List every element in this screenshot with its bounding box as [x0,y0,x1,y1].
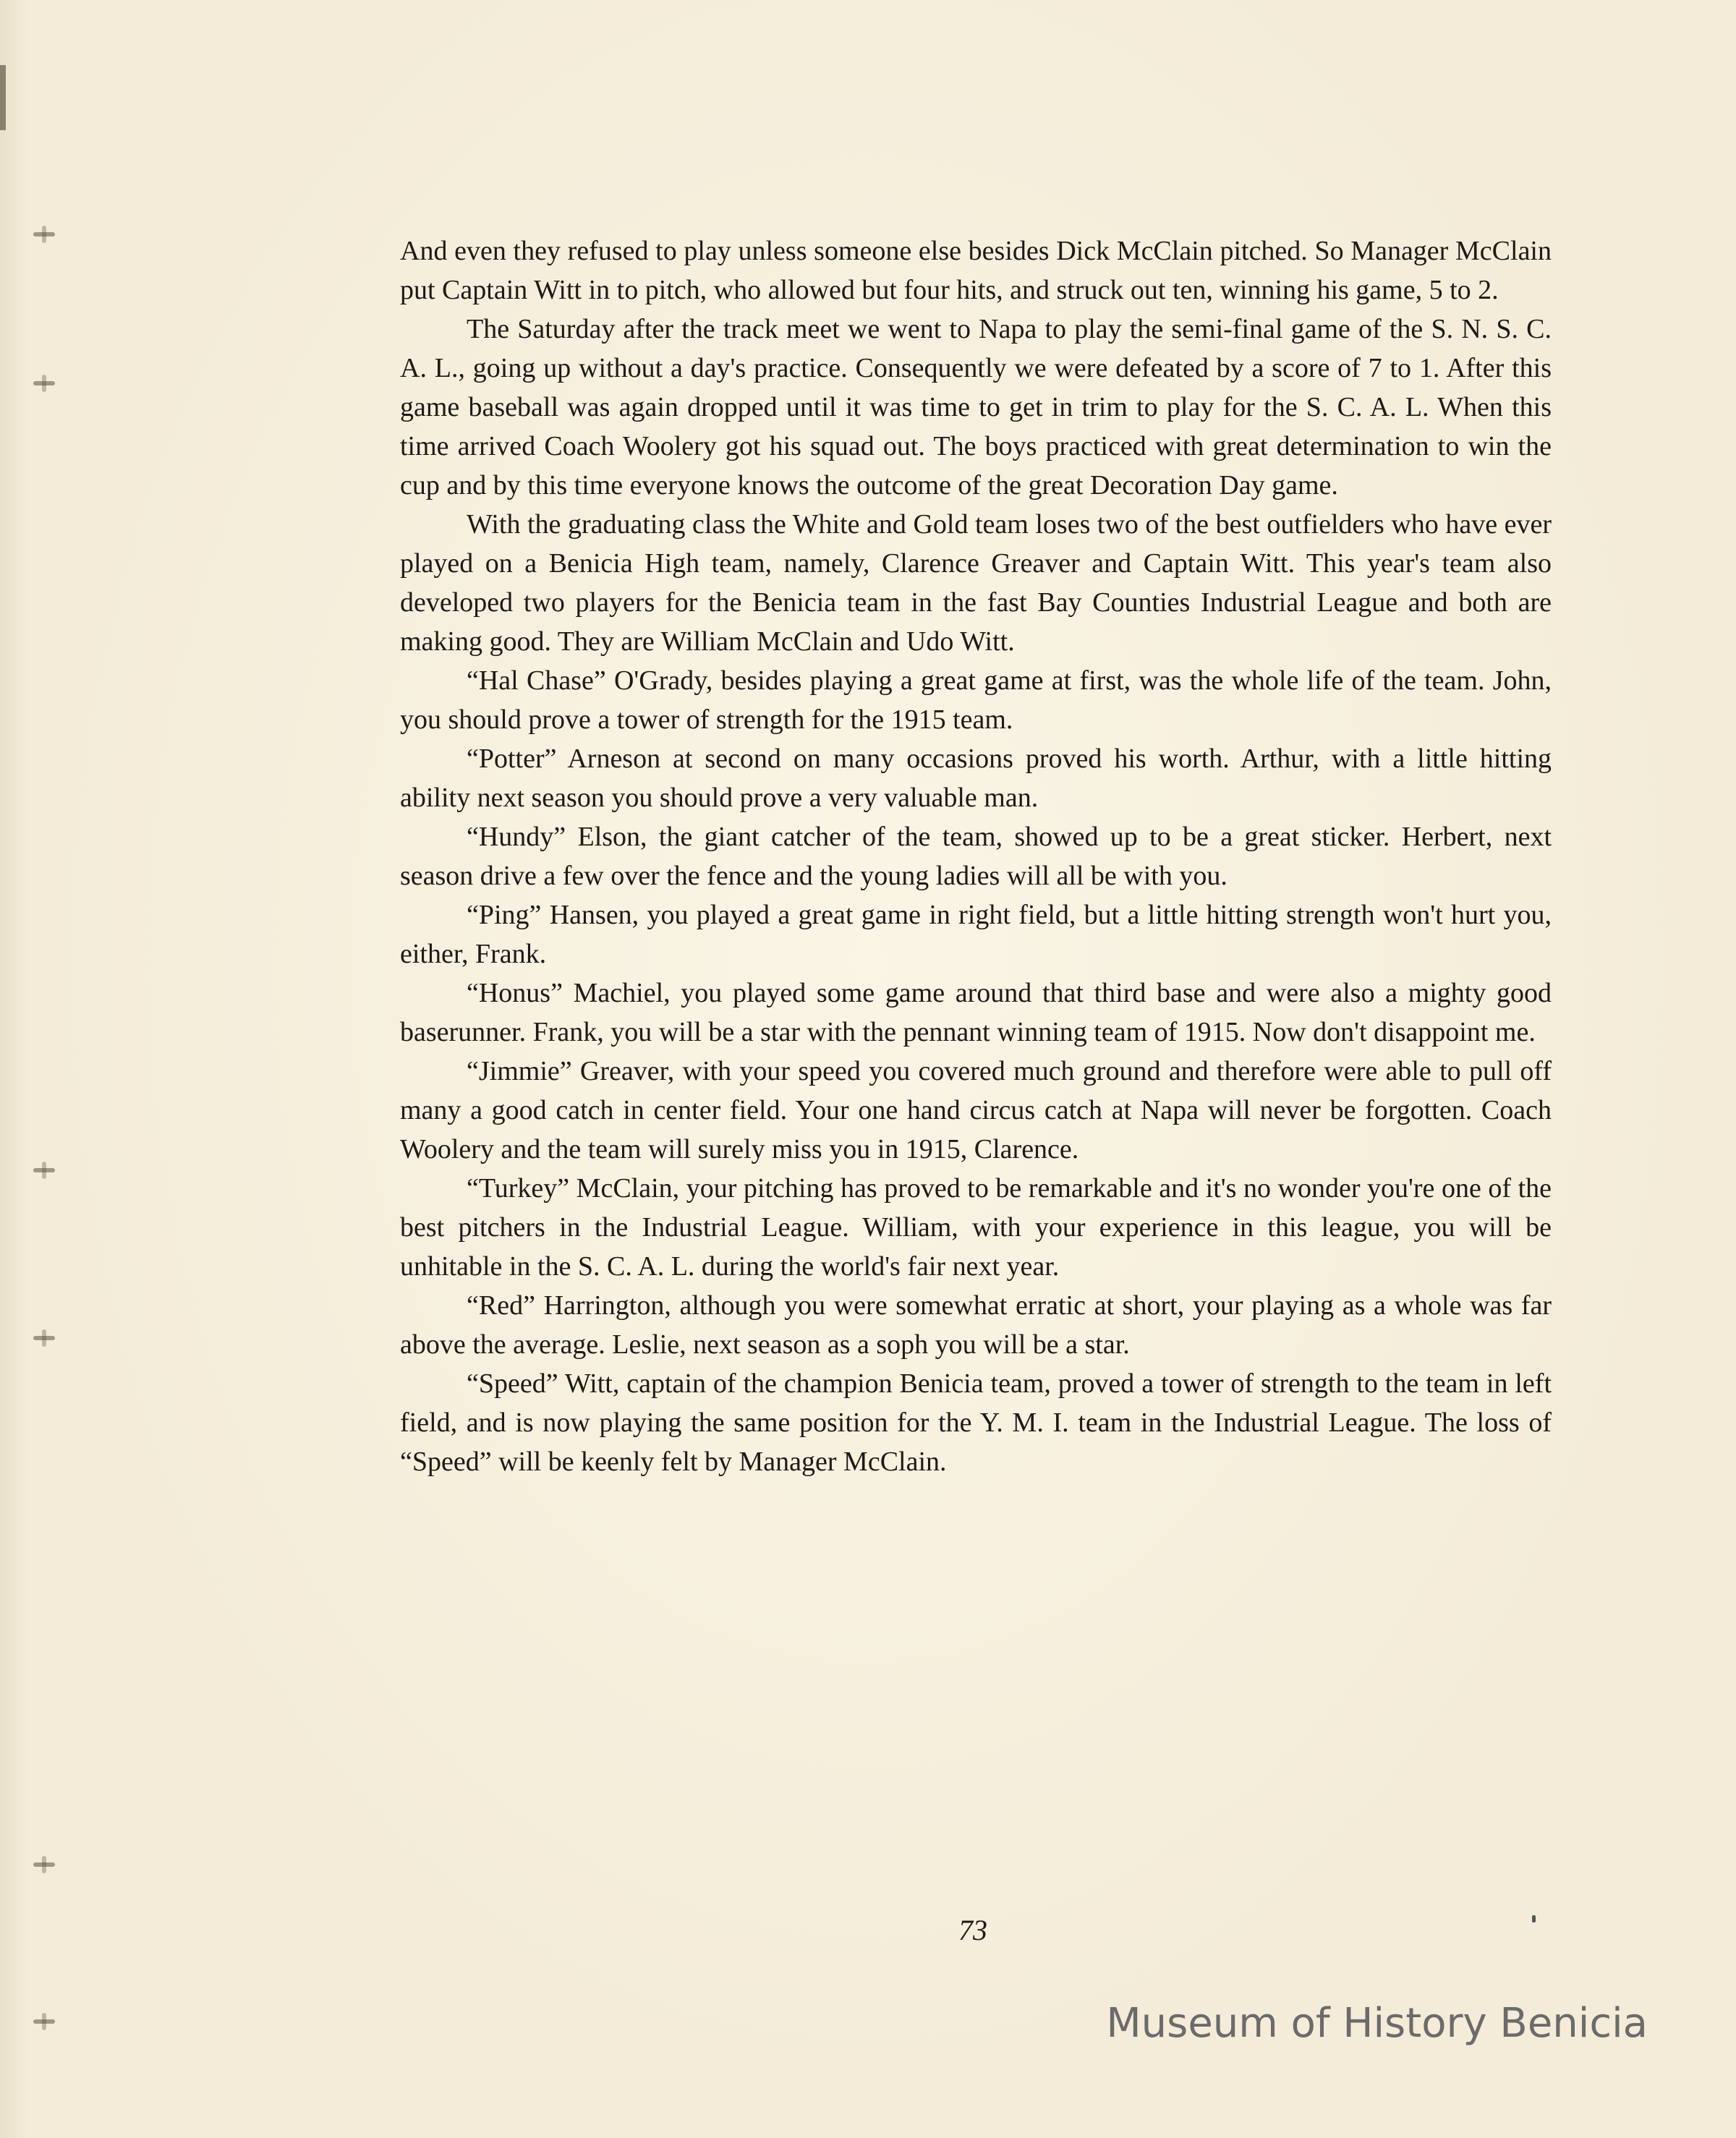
paragraph: The Saturday after the track meet we went to Napa to play the semi-final game of the S. N. S. C. A. L., going up without a day's practice. Consequently we were defeated by a score of 7 to 1. After this game baseball was again dropped until it was time to get in trim to play for the S. C. A. L. When this time arrived Coach Woolery got his squad out. The boys practiced with great determination to win the cup and by this time everyone knows the outcome of the great Decoration Day game. [400,314,1552,501]
binding-hole-mark [29,1859,58,1870]
ink-speck [1532,1915,1536,1922]
page-number: 73 [958,1914,987,1946]
body-text [400,231,1552,1481]
paragraph: “Turkey” McClain, your pitching has proved to be remarkable and it's no wonder you're one of the best pitchers in the Industrial League. William, with your experience in this league, you will be unhitable in the S. C. A. L. during the world's fair next year. [400,1173,1552,1282]
paragraph: “Hundy” Elson, the giant catcher of the team, showed up to be a great sticker. Herbert, next season drive a few over the fence and the young ladies will all be with you. [400,822,1552,891]
binding-hole-mark [29,1332,58,1344]
paragraph: “Red” Harrington, although you were somewhat erratic at short, your playing as a whole was far above the average. Leslie, next season as a soph you will be a star. [400,1290,1552,1360]
binding-hole-mark [29,378,58,389]
museum-watermark: Museum of History Benicia [1106,2000,1648,2047]
paragraph: With the graduating class the White and Gold team loses two of the best outfielders who have ever played on a Benicia High team, namely, Clarence Greaver and Captain Witt. This year's team also developed two players for the Benicia team in the fast Bay Counties Industrial League and both are making good. They are William McClain and Udo Witt. [400,509,1552,657]
binding-hole-mark [29,2016,58,2027]
paragraph: “Hal Chase” O'Grady, besides playing a great game at first, was the whole life of the team. John, you should prove a tower of strength for the 1915 team. [400,665,1552,735]
paragraph: And even they refused to play unless someone else besides Dick McClain pitched. So Manager McClain put Captain Witt in to pitch, who allowed but four hits, and struck out ten, winning his game, 5 to 2. [400,236,1552,305]
paragraph: “Jimmie” Greaver, with your speed you covered much ground and therefore were able to pull off many a good catch in center field. Your one hand circus catch at Napa will never be forgotten. Coach Woolery and the team will surely miss you in 1915, Clarence. [400,1056,1552,1164]
paragraph: “Honus” Machiel, you played some game around that third base and were also a mighty good baserunner. Frank, you will be a star with the pennant winning team of 1915. Now don't disappoint me. [400,978,1552,1047]
binding-hole-mark [29,1164,58,1176]
page-edge-mark [0,65,6,130]
paragraph: “Ping” Hansen, you played a great game in right field, but a little hitting strength won't hurt you, either, Frank. [400,900,1552,969]
binding-hole-mark [29,229,58,240]
paragraph: “Speed” Witt, captain of the champion Benicia team, proved a tower of strength to the team in left field, and is now playing the same position for the Y. M. I. team in the Industrial League. The loss of “Speed” will be keenly felt by Manager McClain. [400,1368,1552,1477]
paragraph: “Potter” Arneson at second on many occasions proved his worth. Arthur, with a little hitting ability next season you should prove a very valuable man. [400,744,1552,813]
